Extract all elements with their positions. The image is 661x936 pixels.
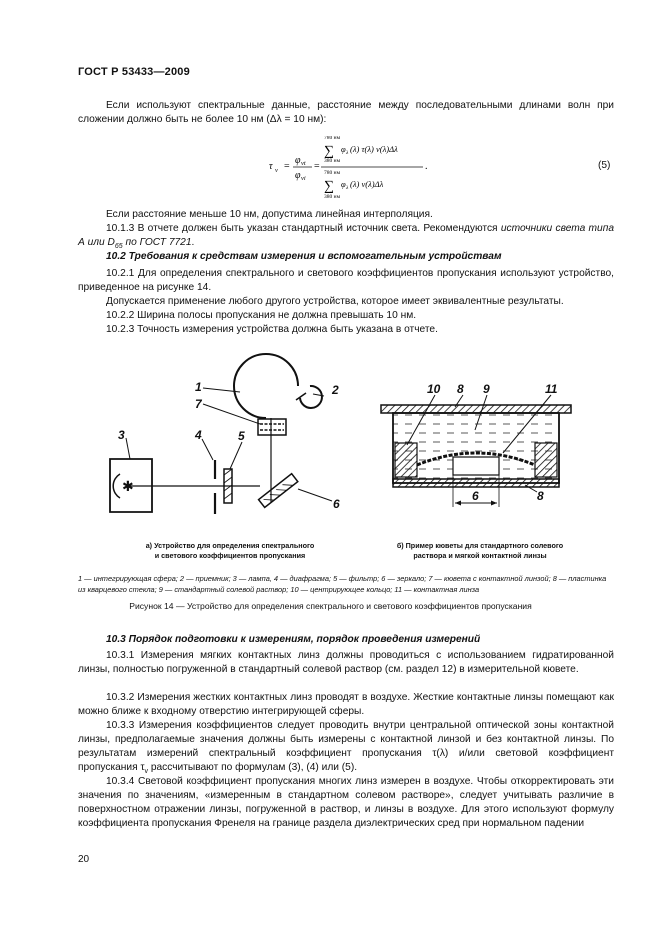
- caption-figure-a: [110, 541, 350, 561]
- formula-den-sub: vi: [301, 175, 306, 182]
- formula-sigma-1: ∑: [324, 144, 334, 159]
- cuvette: [258, 419, 286, 435]
- label-8-top: 8: [457, 382, 464, 396]
- formula-den-phi: φ: [295, 170, 301, 181]
- formula-num-expr: φ: [341, 144, 346, 154]
- figure-legend: 1 — интегрирующая сфера; 2 — приемник; 3 — лампа, 4 — диафрагма; 5 — фильтр; 6 — зеркало; 7 — кювета с контактной линзой; 8 — пластинка из кварцевого стекла; 9 — стандартный солевой раствор; 10 — центрирующее кольцо; 11 — контактная линза: [78, 574, 607, 594]
- text-tau-v-sub: v: [144, 768, 148, 776]
- mirror: [259, 474, 298, 508]
- quartz-plate-bottom: [393, 479, 559, 487]
- label-8-bottom: 8: [537, 489, 544, 503]
- label-10: 10: [427, 382, 441, 396]
- paragraph-10-3-3: [78, 719, 614, 779]
- label-5: 5: [238, 429, 245, 443]
- centering-ring-left: [395, 443, 417, 477]
- centering-ring-right: [535, 443, 557, 477]
- paragraph-10-3-4: 10.3.4 Световой коэффициент пропускания многих линз измерен в воздухе. Чтобы откорректировать эти значения по значениям, «измеренным в стандартном солевом растворе», следует учитывать различие в поверхностном отражении линзы, погруженной в раствор, и линзы в воздухе. Для этого используют формулу коэффициента пропускания Френеля на границе раздела диэлектрических сред при нормальном падении: [78, 776, 614, 829]
- quartz-plate-top: [381, 405, 571, 413]
- formula-num-expr-sub: λ: [346, 150, 349, 156]
- text-d65-sub: 65: [114, 243, 123, 251]
- paragraph-10-1-3: [78, 222, 614, 254]
- formula-period: .: [425, 161, 428, 172]
- figure-title: Рисунок 14 — Устройство для определения спектрального и светового коэффициентов пропускания: [129, 601, 532, 611]
- text-light-sources: источники света типа А или D: [78, 223, 614, 248]
- formula-tau: τ: [269, 161, 273, 172]
- paragraph-equivalent: Допускается применение любого другого устройства, которое имеет эквивалентные результаты.: [106, 296, 564, 307]
- receiver: [300, 386, 322, 408]
- figure-14a-device-diagram: [100, 342, 370, 542]
- formula-num-expr-rest: (λ) τ(λ) v(λ)Δλ: [350, 144, 398, 154]
- label-4: 4: [195, 428, 202, 442]
- formula-number: (5): [598, 160, 611, 171]
- section-heading-10-2: 10.2 Требования к средствам измерения и вспомогательным устройствам: [106, 251, 502, 262]
- formula-lower-limit-2: 380 нм: [324, 194, 341, 200]
- text-10-3-3-end: рассчитывают по формулам (3), (4) или (5).: [147, 762, 358, 773]
- label-1: 1: [195, 380, 202, 394]
- caption-b-line2: раствора и мягкой контактной линзы: [413, 551, 547, 560]
- paragraph-10-2-2: 10.2.2 Ширина полосы пропускания не должна превышать 10 нм.: [106, 310, 417, 321]
- text-gost-ref: по ГОСТ 7721: [122, 237, 192, 248]
- label-11: 11: [545, 382, 558, 396]
- caption-a-line2: и светового коэффициентов пропускания: [154, 551, 306, 560]
- formula-upper-limit-1: 780 нм: [324, 136, 341, 141]
- label-9: 9: [483, 382, 490, 396]
- label-2: 2: [332, 383, 339, 397]
- formula-den-expr-rest: (λ) v(λ)Δλ: [350, 179, 384, 189]
- document-code: ГОСТ Р 53433—2009: [78, 66, 190, 78]
- label-3: 3: [118, 428, 125, 442]
- formula-5: [265, 136, 465, 204]
- paragraph-10-2-1: 10.2.1 Для определения спектрального и светового коэффициентов пропускания используют устройство, приведенное на рисунке 14.: [78, 268, 614, 293]
- caption-b-line1: б) Пример кюветы для стандартного солевого: [396, 541, 564, 550]
- label-6: 6: [333, 497, 340, 511]
- formula-num-sub: vt: [301, 160, 306, 167]
- formula-upper-limit-2: 780 нм: [324, 170, 341, 176]
- text-10-3-3-start: 10.3.3 Измерения коэффициентов следует проводить внутри центральной оптической зоны контактной линзы, предполагаемые значения должны быть измерены с контактной линзой и без контактной линзы. По результатам измерений спектральный коэффициент пропускания τ(λ) и/или световой коэффициент пропускания τ: [78, 720, 614, 773]
- formula-lower-limit-1: 380 нм: [324, 158, 341, 164]
- paragraph-10-3-2: 10.3.2 Измерения жестких контактных линз проводят в воздухе. Жесткие контактные линзы помещают как можно ближе к входному отверстию интегрирующей сферы.: [78, 692, 614, 717]
- formula-eq: =: [284, 161, 290, 172]
- formula-eq2: =: [314, 161, 320, 172]
- caption-figure-b: [375, 541, 585, 561]
- paragraph-10-3-1: 10.3.1 Измерения мягких контактных линз должны проводиться с использованием гидратированной линзы, полностью погруженной в стандартный солевой раствор (см. раздел 12) в измерительной кювете.: [78, 650, 614, 675]
- paragraph-interpolation: Если расстояние меньше 10 нм, допустима линейная интерполяция.: [106, 209, 433, 220]
- caption-a-line1: а) Устройство для определения спектрального: [145, 541, 315, 550]
- page-number: 20: [78, 854, 90, 865]
- figure-14b-cuvette-diagram: [375, 375, 575, 515]
- formula-sigma-2: ∑: [324, 179, 334, 194]
- section-heading-10-3: 10.3 Порядок подготовки к измерениям, порядок проведения измерений: [106, 634, 481, 645]
- integrating-sphere: [234, 354, 298, 418]
- text-10-1-3-start: 10.1.3 В отчете должен быть указан стандартный источник света. Рекомендуются: [106, 223, 501, 234]
- formula-num-phi: φ: [295, 155, 301, 166]
- paragraph-spectral-data: Если используют спектральные данные, расстояние между последовательными длинами волн при сложении должно быть не более 10 нм (Δλ = 10 нм):: [78, 100, 614, 125]
- paragraph-10-2-3: 10.2.3 Точность измерения устройства должна быть указана в отчете.: [106, 324, 438, 335]
- formula-tau-sub: v: [275, 167, 278, 174]
- formula-den-expr-sub: λ: [346, 185, 349, 191]
- svg-text:✱: ✱: [122, 479, 134, 495]
- formula-den-expr: φ: [341, 179, 346, 189]
- text-period: .: [191, 237, 195, 248]
- label-6-dim: 6: [472, 489, 479, 503]
- label-7: 7: [195, 397, 202, 411]
